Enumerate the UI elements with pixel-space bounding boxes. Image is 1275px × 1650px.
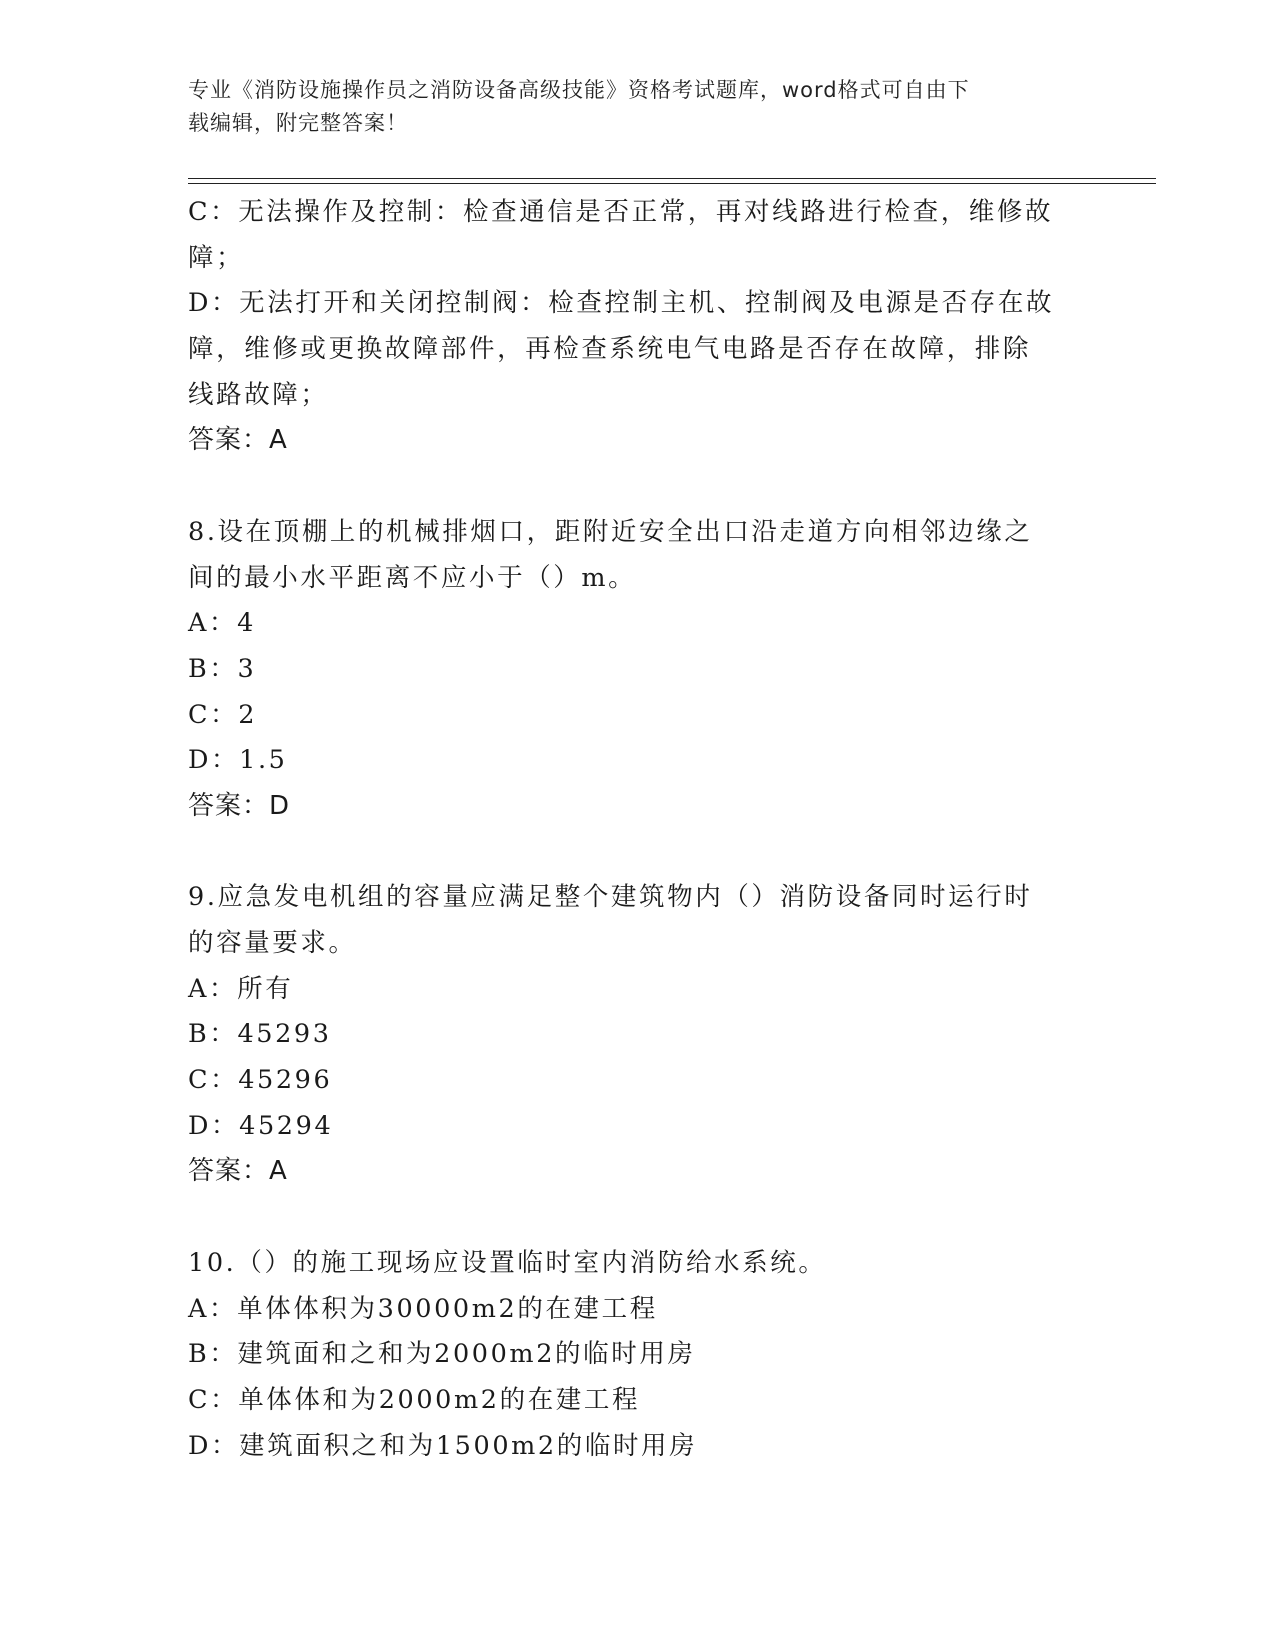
option-d-line-3: 线路故障；: [188, 379, 329, 410]
header-line-1: 专业《消防设施操作员之消防设备高级技能》资格考试题库，word格式可自由下: [188, 78, 970, 102]
header-divider-bottom: [188, 183, 1156, 184]
option-b: B：45293: [188, 1019, 332, 1050]
document-header: [188, 74, 1088, 140]
option-a: A：所有: [188, 973, 294, 1004]
question-8-block: [188, 510, 1088, 830]
question-content: [188, 190, 1088, 1469]
question-stem-line-1: 8.设在顶棚上的机械排烟口，距附近安全出口沿走道方向相邻边缘之: [188, 516, 1033, 547]
header-line-2: 载编辑，附完整答案！: [188, 111, 408, 135]
option-c: C：45296: [188, 1065, 333, 1096]
option-d: D：建筑面积之和为1500m2的临时用房: [188, 1430, 698, 1461]
option-d-line-1: D：无法打开和关闭控制阀：检查控制主机、控制阀及电源是否存在故: [188, 288, 1055, 319]
spacer: [188, 830, 1088, 876]
previous-question-block: [188, 190, 1088, 464]
answer-label: 答案：A: [188, 425, 288, 456]
option-b: B：建筑面和之和为2000m2的临时用房: [188, 1339, 696, 1370]
answer-label: 答案：A: [188, 1156, 288, 1187]
option-a: A：单体体积为30000m2的在建工程: [188, 1293, 658, 1324]
option-b: B：3: [188, 653, 257, 684]
question-9-block: [188, 875, 1088, 1195]
option-c-line-2: 障；: [188, 242, 245, 273]
question-stem-line-2: 的容量要求。: [188, 928, 357, 958]
question-stem-line-1: 9.应急发电机组的容量应满足整个建筑物内（）消防设备同时运行时: [188, 882, 1033, 913]
option-c: C：2: [188, 699, 258, 730]
question-stem-line-2: 间的最小水平距离不应小于（）m。: [188, 562, 637, 593]
spacer: [188, 464, 1088, 510]
option-d: D：45294: [188, 1110, 334, 1141]
spacer: [188, 1195, 1088, 1241]
option-a: A：4: [188, 608, 256, 639]
option-d-line-2: 障，维修或更换故障部件，再检查系统电气电路是否存在故障，排除: [188, 334, 1032, 365]
question-stem-line-1: 10.（）的施工现场应设置临时室内消防给水系统。: [188, 1247, 827, 1278]
option-c: C：单体体和为2000m2的在建工程: [188, 1384, 641, 1415]
option-d: D：1.5: [188, 745, 288, 776]
header-divider-top: [188, 178, 1156, 179]
answer-label: 答案：D: [188, 790, 291, 821]
option-c-line-1: C：无法操作及控制：检查通信是否正常，再对线路进行检查，维修故: [188, 197, 1054, 227]
question-10-block: [188, 1241, 1088, 1469]
